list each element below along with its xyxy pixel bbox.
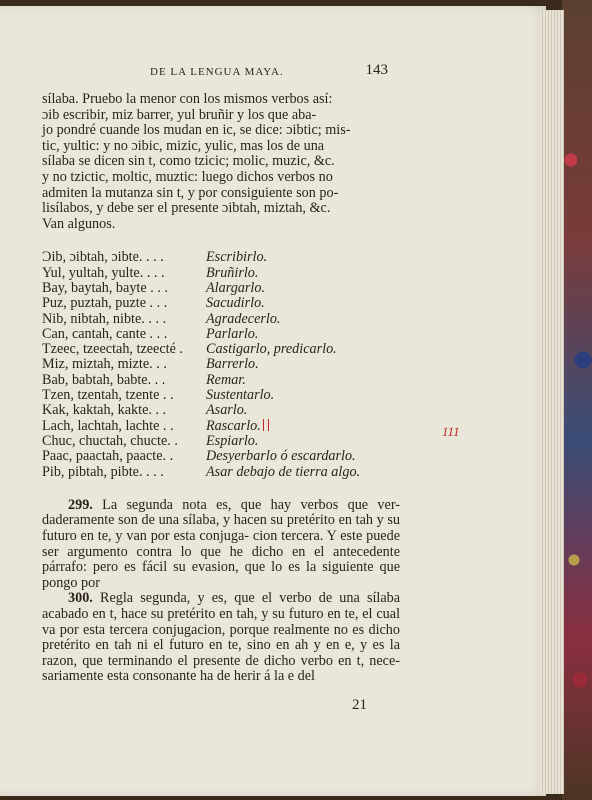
- text-line: sílaba se dicen sin t, como tzicic; molic, muzic, &c.: [42, 153, 335, 170]
- text-line: sariamente esta consonante ha de herir á la e del: [42, 668, 315, 685]
- verb-meaning: Barrerlo.: [206, 356, 259, 373]
- text-line: Van algunos.: [42, 215, 116, 232]
- text-line: ɔib escribir, miz barrer, yul bruñir y los que aba-: [42, 106, 317, 123]
- verb-meaning: Desyerbarlo ó escardarlo.: [206, 448, 356, 465]
- verb-row: [42, 434, 400, 449]
- verb-row: [42, 281, 400, 296]
- text-line: futuro en te, sino en ah y en e, y es la razon, que: [42, 637, 401, 669]
- spacer: [42, 232, 400, 250]
- verb-forms: Puz, puztah, puzte . . .: [42, 296, 168, 312]
- text-line: jo pondré cuande los mudan en ic, se dice: ɔibtic; mis-: [42, 122, 351, 139]
- text-line: sílaba acabado en t, hace su pretérito en tah, y su: [42, 590, 401, 622]
- verb-forms: Lach, lachtah, lachte . .: [42, 418, 174, 434]
- verb-meaning: Sustentarlo.: [206, 387, 275, 404]
- text-line: fácil su evasion, que lo es la siguiente que pongo: [42, 559, 400, 591]
- paragraph-number: 299.: [68, 496, 93, 513]
- verb-meaning: Sacudirlo.: [206, 295, 265, 312]
- text-line: terminando el presente de dicho verbo en t, nece-: [107, 652, 401, 669]
- verb-row: [42, 419, 400, 434]
- verb-forms: Yul, yultah, yulte. . . .: [42, 265, 165, 281]
- verb-row: [42, 373, 400, 388]
- verb-row: [42, 312, 400, 327]
- verb-row: [42, 296, 400, 311]
- text-line: admiten la mutanza sin t, y por consiguiente son po-: [42, 184, 339, 201]
- page-number: 143: [365, 62, 388, 78]
- verb-forms: Miz, miztah, mizte. . .: [42, 357, 167, 373]
- verb-meaning: Alargarlo.: [206, 279, 265, 296]
- verb-forms: Pib, pibtah, pibte. . . .: [42, 464, 164, 480]
- verb-meaning: Asar debajo de tierra algo.: [206, 463, 361, 480]
- verb-list: [42, 250, 400, 479]
- verb-forms: Bab, babtah, babte. . .: [42, 372, 166, 388]
- text-line: sílaba. Pruebo la menor con los mismos verbos así:: [42, 91, 333, 107]
- signature-mark: 21: [352, 697, 367, 713]
- verb-meaning: Espiarlo.: [206, 432, 259, 449]
- verb-forms: Bay, baytah, bayte . . .: [42, 280, 168, 296]
- verb-forms: Tzen, tzentah, tzente . .: [42, 388, 174, 404]
- text-line: lo que he dicho en el antecedente párrafo: pero es: [42, 543, 401, 576]
- text-line: tic, yultic: y no ɔibic, mizic, yulic, mas los de una: [42, 137, 325, 154]
- marbled-endpaper: [562, 0, 592, 800]
- margin-annotation: 111: [442, 424, 460, 439]
- verb-meaning: Agradecerlo.: [206, 310, 281, 327]
- page-header: [150, 60, 388, 80]
- verb-meaning: Remar.: [206, 371, 246, 388]
- verb-row: [42, 266, 400, 281]
- intro-paragraph: [42, 92, 400, 232]
- verb-forms: Tzeec, tzeectah, tzeecté .: [42, 342, 183, 358]
- verb-row: [42, 449, 400, 464]
- running-title: DE LA LENGUA MAYA.: [150, 66, 284, 78]
- verb-row: [42, 327, 400, 342]
- verb-forms: Can, cantah, cante . . .: [42, 326, 168, 342]
- verb-row: [42, 465, 400, 480]
- verb-meaning: Bruñirlo.: [206, 264, 259, 281]
- verb-meaning: Parlarlo.: [206, 325, 259, 342]
- text-line: La segunda nota es, que hay verbos que ver-: [102, 496, 400, 513]
- verb-forms: Paac, paactah, paacte. .: [42, 449, 174, 465]
- verb-row: [42, 357, 400, 372]
- text-line: en tah y su futuro en te, y van por esta conjuga-: [42, 512, 400, 544]
- text-line: porque realmente no es dicho pretérito en tah ni el: [42, 621, 400, 654]
- red-pencil-mark: [263, 419, 269, 431]
- text-line: daderamente son de una sílaba, y hacen su pretérito: [42, 512, 335, 529]
- paragraph-299: [42, 498, 400, 592]
- text-line: y no tzictic, moltic, muztic: luego dichos verbos no: [42, 168, 333, 185]
- body-text: [42, 92, 400, 685]
- text-line: cion tercera. Y este puede ser argumento contra: [42, 527, 400, 560]
- paragraph-300: [42, 591, 400, 685]
- verb-row: [42, 388, 400, 403]
- text-line: lisílabos, y debe ser el presente ɔibtah, miztah, &c.: [42, 200, 331, 217]
- verb-row: [42, 250, 400, 265]
- text-line: por: [81, 574, 100, 591]
- verb-forms: Chuc, chuctah, chucte. .: [42, 433, 178, 449]
- verb-meaning: Asarlo.: [206, 402, 248, 419]
- verb-row: [42, 403, 400, 418]
- text-line: futuro en te, el cual va por esta tercera conjugacion,: [42, 605, 401, 638]
- verb-meaning: Castigarlo, predicarlo.: [206, 341, 337, 358]
- paragraph-number: 300.: [68, 590, 93, 607]
- verb-forms: Nib, nibtah, nibte. . . .: [42, 311, 167, 327]
- verb-meaning: Escribirlo.: [206, 249, 268, 266]
- verb-forms: Kak, kaktah, kakte. . .: [42, 403, 167, 419]
- verb-meaning: Rascarlo.: [206, 417, 261, 434]
- text-line: Regla segunda, y es, que el verbo de una: [100, 590, 360, 607]
- spacer: [42, 480, 400, 498]
- verb-row: [42, 342, 400, 357]
- page-edges: [540, 10, 564, 794]
- verb-forms: Ɔib, ɔibtah, ɔibte. . . .: [42, 250, 164, 266]
